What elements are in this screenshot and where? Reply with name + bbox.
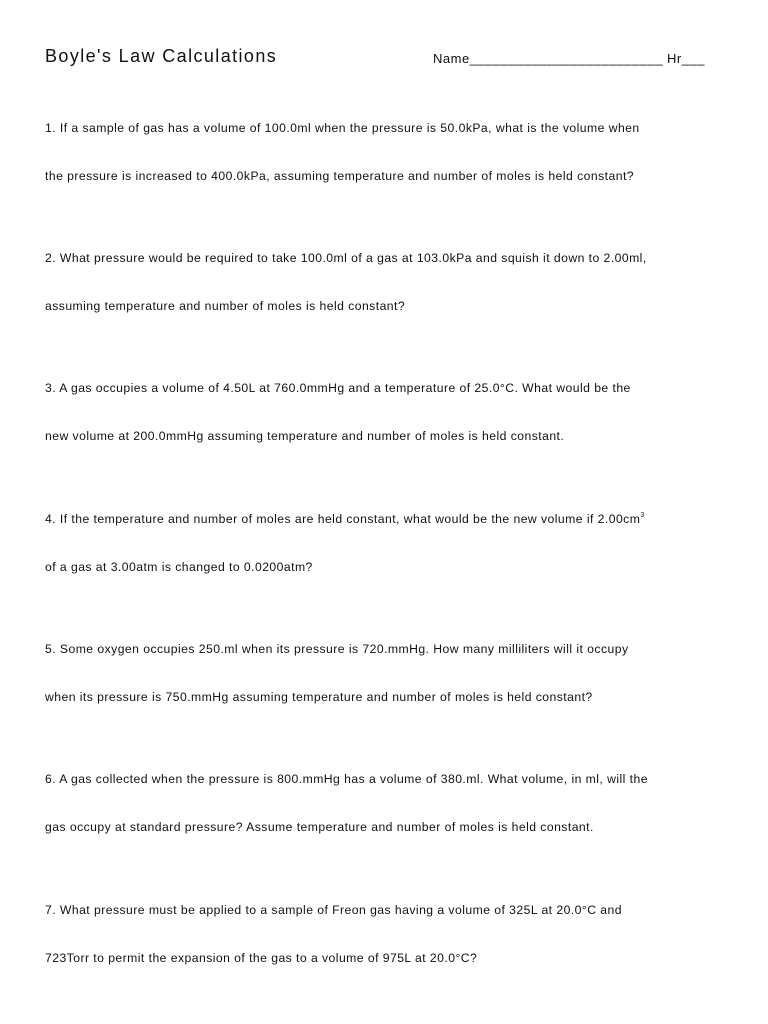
question-6-line-2: gas occupy at standard pressure? Assume temperature and number of moles is held constant. xyxy=(45,820,594,834)
question-5-line-2: when its pressure is 750.mmHg assuming temperature and number of moles is held constant? xyxy=(45,690,593,704)
question-4 xyxy=(45,479,725,607)
worksheet-header xyxy=(45,46,725,72)
cubic-superscript: 3 xyxy=(640,512,645,519)
question-2-line-1: 2. What pressure would be required to take 100.0ml of a gas at 103.0kPa and squish it down to 2.00ml, xyxy=(45,251,647,265)
question-1-line-1: 1. If a sample of gas has a volume of 100.0ml when the pressure is 50.0kPa, what is the volume when xyxy=(45,121,640,135)
question-4-line-1: 4. If the temperature and number of moles are held constant, what would be the new volume if 2.00cm xyxy=(45,512,641,526)
question-1 xyxy=(45,88,725,216)
question-4-line-1-wrap xyxy=(45,511,725,527)
question-7-line-2: 723Torr to permit the expansion of the gas to a volume of 975L at 20.0°C? xyxy=(45,951,478,965)
question-2-line-2: assuming temperature and number of moles is held constant? xyxy=(45,299,406,313)
page-title: Boyle's Law Calculations xyxy=(45,46,278,66)
question-3-line-2: new volume at 200.0mmHg assuming temperature and number of moles is held constant. xyxy=(45,429,565,443)
question-5 xyxy=(45,609,725,737)
name-hour-field: Name_________________________ Hr___ xyxy=(433,51,705,66)
question-6 xyxy=(45,739,725,867)
question-7 xyxy=(45,870,725,998)
question-1-line-2: the pressure is increased to 400.0kPa, assuming temperature and number of moles is held constant? xyxy=(45,169,635,183)
question-7-line-1: 7. What pressure must be applied to a sample of Freon gas having a volume of 325L at 20.0°C and xyxy=(45,903,622,917)
question-3 xyxy=(45,348,725,476)
question-4-line-2: of a gas at 3.00atm is changed to 0.0200atm? xyxy=(45,560,313,574)
question-6-line-1: 6. A gas collected when the pressure is 800.mmHg has a volume of 380.ml. What volume, in ml, will the xyxy=(45,772,648,786)
question-5-line-1: 5. Some oxygen occupies 250.ml when its pressure is 720.mmHg. How many milliliters will it occupy xyxy=(45,642,629,656)
question-3-line-1: 3. A gas occupies a volume of 4.50L at 760.0mmHg and a temperature of 25.0°C. What would be the xyxy=(45,381,631,395)
question-2 xyxy=(45,218,725,346)
